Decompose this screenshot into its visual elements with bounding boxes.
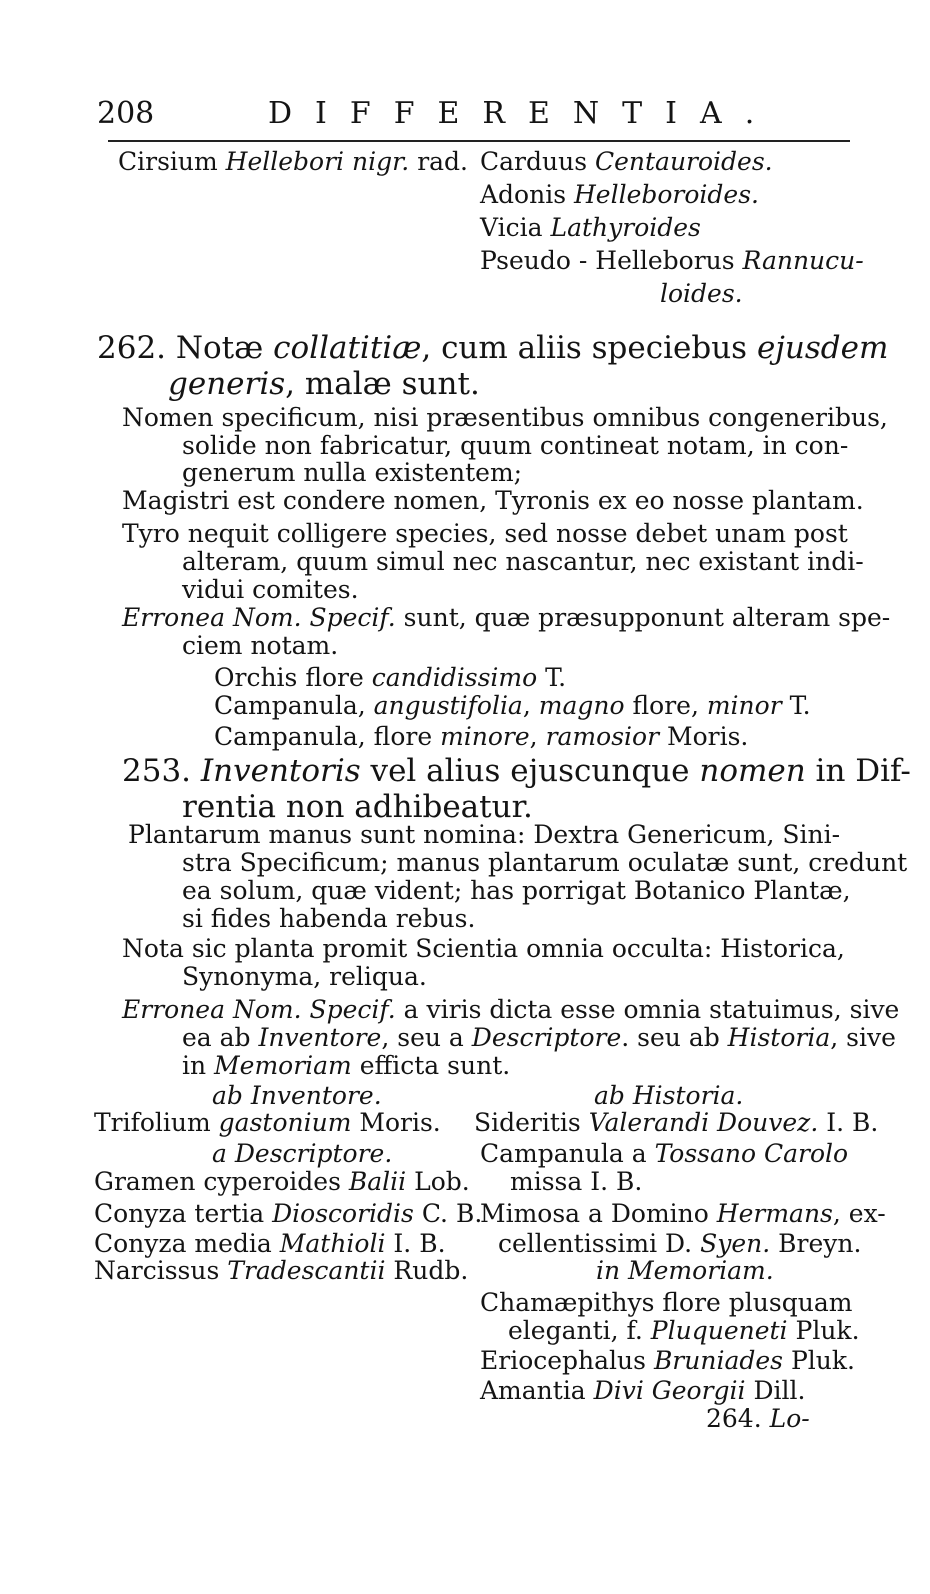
text-run: 253. <box>122 753 201 789</box>
table-entry <box>480 180 759 210</box>
paragraph-line <box>182 458 522 488</box>
paragraph-line <box>182 962 427 992</box>
paragraph-line <box>214 691 811 721</box>
text-run: Memoriam <box>214 1051 352 1080</box>
text-run: Campanula, flore <box>214 722 441 751</box>
text-run: Campanula, <box>214 691 374 720</box>
paragraph-line <box>182 431 848 461</box>
text-run: Plantarum manus sunt nomina: Dextra Genericum, Sini- <box>128 820 841 849</box>
table-entry <box>480 1376 805 1406</box>
text-run: ab Inventore. <box>212 1081 382 1110</box>
page-number: 208 <box>97 96 155 131</box>
paragraph-line <box>182 575 359 605</box>
table-entry <box>94 1229 446 1259</box>
paragraph-line <box>122 995 899 1025</box>
text-run: rentia non adhibeatur. <box>182 789 533 825</box>
text-run: ejusdem <box>756 330 889 366</box>
text-run: 264. <box>706 1404 770 1433</box>
table-entry <box>480 1139 848 1169</box>
text-run: C. B. <box>413 1199 483 1228</box>
text-run: angustifolia <box>373 691 523 720</box>
table-entry <box>594 1081 743 1111</box>
text-run: Pluqueneti <box>650 1316 788 1345</box>
text-run: Sideritis <box>474 1108 589 1137</box>
text-run: cellentissimi D. <box>498 1229 701 1258</box>
text-run: Pseudo - Helleborus <box>480 246 743 275</box>
section-heading <box>122 753 911 789</box>
text-run: , malæ sunt. <box>285 366 480 402</box>
text-run: vidui comites. <box>182 575 359 604</box>
text-run: generis <box>168 366 286 402</box>
paragraph-line <box>182 876 851 906</box>
text-run: Centauroides. <box>594 147 773 176</box>
text-run: Hellebori nigr. <box>225 147 410 176</box>
text-run: Amantia <box>480 1376 594 1405</box>
table-entry <box>480 213 701 243</box>
text-run: generum nulla existentem; <box>182 458 523 487</box>
text-run: Notæ <box>175 330 274 366</box>
catchword <box>706 1404 810 1434</box>
text-run: , <box>529 722 546 751</box>
text-run: Nota sic planta promit Scientia omnia occulta: Historica, <box>122 934 845 963</box>
text-run: Carduus <box>480 147 595 176</box>
section-heading <box>97 330 888 366</box>
text-run: sunt, quæ præsupponunt alteram spe- <box>395 603 891 632</box>
text-run: Vicia <box>480 213 551 242</box>
text-run: Tyro nequit colligere species, sed nosse debet unam post <box>122 519 848 548</box>
table-entry <box>480 1288 852 1318</box>
text-run: Divi Georgii <box>593 1376 746 1405</box>
paragraph-line <box>182 1023 896 1053</box>
paragraph-line <box>122 934 845 964</box>
text-run: in Memoriam. <box>596 1256 774 1285</box>
text-run: Erronea Nom. Specif. <box>122 603 396 632</box>
text-run: I. B. <box>818 1108 879 1137</box>
table-entry <box>498 1229 861 1259</box>
text-run: Rannucu- <box>742 246 864 275</box>
text-run: si fides habenda rebus. <box>182 904 476 933</box>
text-run: Conyza tertia <box>94 1199 273 1228</box>
text-run: eleganti, f. <box>508 1316 651 1345</box>
paragraph-line <box>122 486 864 516</box>
text-run: minor <box>706 691 782 720</box>
running-title: DIFFERENTIA. <box>268 96 778 131</box>
text-run: Tradescantii <box>227 1256 386 1285</box>
text-run: flore, <box>624 691 707 720</box>
text-run: Eriocephalus <box>480 1346 654 1375</box>
text-run: Pluk. <box>787 1316 860 1345</box>
table-entry <box>480 246 864 276</box>
text-run: efficta sunt. <box>351 1051 511 1080</box>
text-run: Inventoris <box>200 753 361 789</box>
text-run: collatitiæ <box>273 330 422 366</box>
text-run: gastonium <box>218 1108 352 1137</box>
table-entry <box>212 1139 392 1169</box>
text-run: , <box>522 691 539 720</box>
text-run: Dill. <box>745 1376 806 1405</box>
text-run: ciem notam. <box>182 631 339 660</box>
text-run: Moris. <box>659 722 749 751</box>
text-run: magno <box>538 691 625 720</box>
table-entry <box>94 1167 470 1197</box>
text-run: Tossano Carolo <box>654 1139 849 1168</box>
table-entry <box>508 1316 860 1346</box>
paragraph-line <box>214 722 748 752</box>
paragraph-line <box>122 403 888 433</box>
text-run: 262. <box>97 330 176 366</box>
section-heading <box>168 366 480 402</box>
table-entry <box>480 1346 855 1376</box>
text-run: loides. <box>660 279 743 308</box>
paragraph-line <box>182 547 864 577</box>
table-entry <box>510 1167 642 1197</box>
text-run: Helleboroides. <box>573 180 759 209</box>
paragraph-line <box>122 603 890 633</box>
text-run: Breyn. <box>770 1229 862 1258</box>
text-run: minore <box>440 722 530 751</box>
text-run: Chamæpithys flore plusquam <box>480 1288 853 1317</box>
text-run: Hermans <box>716 1199 833 1228</box>
text-run: in <box>182 1051 215 1080</box>
text-run: candidissimo <box>371 663 538 692</box>
text-run: Moris. <box>351 1108 441 1137</box>
table-entry <box>480 147 773 177</box>
text-run: Inventore <box>258 1023 382 1052</box>
text-run: Lo- <box>769 1404 810 1433</box>
table-entry <box>94 1108 441 1138</box>
text-run: ea ab <box>182 1023 259 1052</box>
text-run: Bruniades <box>653 1346 783 1375</box>
table-entry <box>212 1081 382 1111</box>
text-run: Mathioli <box>279 1229 386 1258</box>
table-entry <box>94 1199 482 1229</box>
table-entry <box>474 1108 878 1138</box>
text-run: Orchis flore <box>214 663 372 692</box>
text-run: Dioscoridis <box>272 1199 414 1228</box>
table-entry <box>118 147 468 177</box>
text-run: vel alius ejuscunque <box>360 753 700 789</box>
text-run: Rudb. <box>385 1256 469 1285</box>
text-run: ea solum, quæ vident; has porrigat Botanico Plantæ, <box>182 876 851 905</box>
paragraph-line <box>182 1051 510 1081</box>
paragraph-line <box>182 904 475 934</box>
text-run: . seu ab <box>621 1023 728 1052</box>
paragraph-line <box>128 820 840 850</box>
text-run: Magistri est condere nomen, Tyronis ex eo nosse plantam. <box>122 486 864 515</box>
text-run: Balii <box>348 1167 407 1196</box>
text-run: Erronea Nom. Specif. <box>122 995 396 1024</box>
text-run: missa I. B. <box>510 1167 643 1196</box>
text-run: Campanula a <box>480 1139 655 1168</box>
text-run: Lob. <box>406 1167 470 1196</box>
text-run: I. B. <box>385 1229 446 1258</box>
text-run: Valerandi Douvez. <box>588 1108 819 1137</box>
text-run: , ex- <box>832 1199 886 1228</box>
paragraph-line <box>182 631 338 661</box>
text-run: Narcissus <box>94 1256 228 1285</box>
text-run: stra Specificum; manus plantarum oculatæ sunt, credunt <box>182 848 908 877</box>
text-run: Cirsium <box>118 147 226 176</box>
table-entry <box>660 279 743 309</box>
text-run: T. <box>781 691 811 720</box>
paragraph-line <box>182 848 907 878</box>
text-run: Historia <box>727 1023 831 1052</box>
text-run: Synonyma, reliqua. <box>182 962 427 991</box>
table-entry <box>596 1256 774 1286</box>
text-run: Lathyroides <box>550 213 701 242</box>
text-run: Mimosa a Domino <box>480 1199 717 1228</box>
text-run: , seu a <box>381 1023 472 1052</box>
text-run: Adonis <box>480 180 574 209</box>
text-run: in Dif- <box>805 753 911 789</box>
text-run: a viris dicta esse omnia statuimus, sive <box>395 995 900 1024</box>
paragraph-line <box>122 519 848 549</box>
header-rule <box>108 140 850 142</box>
table-entry <box>94 1256 468 1286</box>
text-run: Descriptore <box>471 1023 622 1052</box>
text-run: Trifolium <box>94 1108 219 1137</box>
text-run: ab Historia. <box>594 1081 744 1110</box>
text-run: solide non fabricatur, quum contineat notam, in con- <box>182 431 849 460</box>
text-run: Gramen cyperoides <box>94 1167 349 1196</box>
text-run: Pluk. <box>783 1346 855 1375</box>
text-run: Conyza media <box>94 1229 280 1258</box>
table-entry <box>480 1199 886 1229</box>
text-run: T. <box>537 663 567 692</box>
text-run: nomen <box>699 753 806 789</box>
text-run: ramosior <box>545 722 660 751</box>
text-run: a Descriptore. <box>212 1139 393 1168</box>
paragraph-line <box>214 663 566 693</box>
text-run: , cum aliis speciebus <box>421 330 757 366</box>
text-run: rad. <box>409 147 469 176</box>
text-run: alteram, quum simul nec nascantur, nec existant indi- <box>182 547 864 576</box>
text-run: , sive <box>830 1023 896 1052</box>
text-run: Syen. <box>700 1229 771 1258</box>
text-run: Nomen specificum, nisi præsentibus omnibus congeneribus, <box>122 403 888 432</box>
